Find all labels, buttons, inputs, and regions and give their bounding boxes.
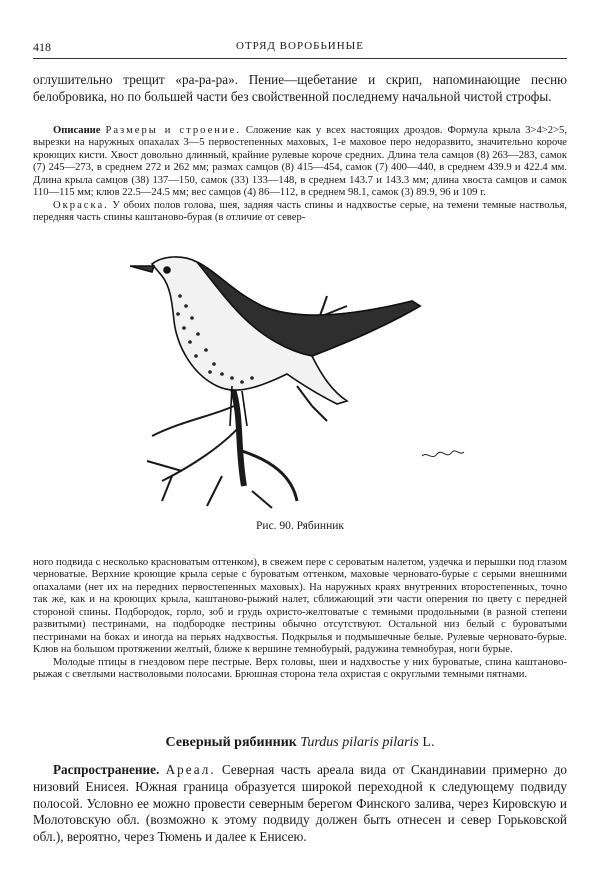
header-rule [33, 58, 567, 59]
description-paragraph [33, 125, 567, 200]
juvenile-paragraph: Молодые птицы в гнездовом пере пестрые. Верх головы, шеи и надхвостье у них буроватые, спина каштаново-рыжая с светлыми настволовыми полосами. Брюшная сторона тела охристая с округлыми темными пятнами. [33, 656, 567, 681]
coloration-paragraph [33, 200, 567, 225]
artist-signature [422, 451, 464, 457]
distribution-spaced-heading: Ареал. [165, 762, 216, 777]
description-text: Сложение как у всех настоящих дроздов. Формула крыла 3>4>2>5, вырезки на наружных опахалах 3—5 первостепенных маховых, 1-е маховое перо недоразвито, значительно короче кроющих кисти. Хвост довольно длинный, крайние рулевые короче средних. Длина тела самцов (8) 263—283, самок (7) 245—273, в среднем 272 и 262 мм; размах самцов (8) 415—454, самок (7) 400—440, в среднем 439.9 и 422.4 мм. Длина крыла самцов (38) 137—150, самок (33) 133—148, в среднем 143.7 и 143.3 мм; длина хвоста самцов и самок 110—115 мм; клюв 22.5—24.5 мм; вес самцов (4) 86—112, в среднем 98.1, самок (3) 89.9, 96 и 109 г. [33, 125, 567, 199]
distribution-text: Северная часть ареала вида от Скандинавии примерно до низовий Енисея. Южная граница образуется широкой переходной к следующему подвиду полосой. Условно ее можно провести северным берегом Финского залива, через Кировскую и Молотовскую обл. (возможно к этому подвиду должен быть отнесен и север Горьковской обл.), вероятно, через Тюмень и далее к Енисею. [33, 762, 568, 845]
description-block [33, 125, 567, 225]
coloration-continued-block [33, 557, 567, 682]
subspecies-heading [0, 735, 600, 751]
subspecies-latin: Turdus pilaris pilaris [300, 735, 419, 750]
subspecies-author: L. [422, 735, 435, 750]
bird [130, 257, 420, 426]
distribution-label: Распространение. [53, 762, 160, 777]
running-title: ОТРЯД ВОРОБЬИНЫЕ [236, 40, 364, 52]
subspecies-name: Северный рябинник [165, 735, 297, 750]
coloration-heading: Окраска. [53, 199, 109, 211]
coloration-continued-text: ного подвида с несколько красноватым оттенком), в свежем пере с сероватым налетом, уздечка и перышки под глазом черноватые. Верхние кроющие крыла серые с буроватым оттенком, маховые черновато-бурые с серыми внешними опахалами (нет их на передних первостепенных маховых). На наружных краях внутренних второстепенных, точно так же, как и на кроющих крыла, каштаново-рыжий налет, сближающий эти части оперения по цвету с передней стороной спины. Подбородок, горло, зоб и грудь охристо-желтоватые с темными продольными (в разной степени развитыми) пестринами, на подбородке пестрины обычно отсутствуют. Остальной низ белый с буроватыми пестринами на боках и иногда на перьях надхвостья. Подкрылья и подмышечные белые. Рулевые черновато-бурые. Клюв на большом протяжении желтый, ближе к вершине темнобурый, радужина темнобурая, ноги бурые. [33, 557, 567, 656]
description-spaced-heading: Размеры и строение. [105, 125, 241, 136]
page-header [33, 40, 567, 56]
description-label: Описание [53, 125, 101, 136]
figure-caption: Рис. 90. Рябинник [256, 520, 344, 532]
distribution-paragraph [33, 762, 567, 846]
page-number: 418 [33, 40, 51, 54]
coloration-text: У обоих полов голова, шея, задняя часть спины и надхвостье серые, на темени темные настволья, передняя часть спины каштаново-бурая (в отличие от север- [33, 199, 567, 224]
top-paragraph: оглушительно трещит «ра-ра-ра». Пение—щебетание и скрип, напоминающие песню белобровика, но по большей части без свойственной последнему начальной чистой строфы. [33, 72, 567, 104]
fieldfare-illustration [122, 246, 478, 516]
